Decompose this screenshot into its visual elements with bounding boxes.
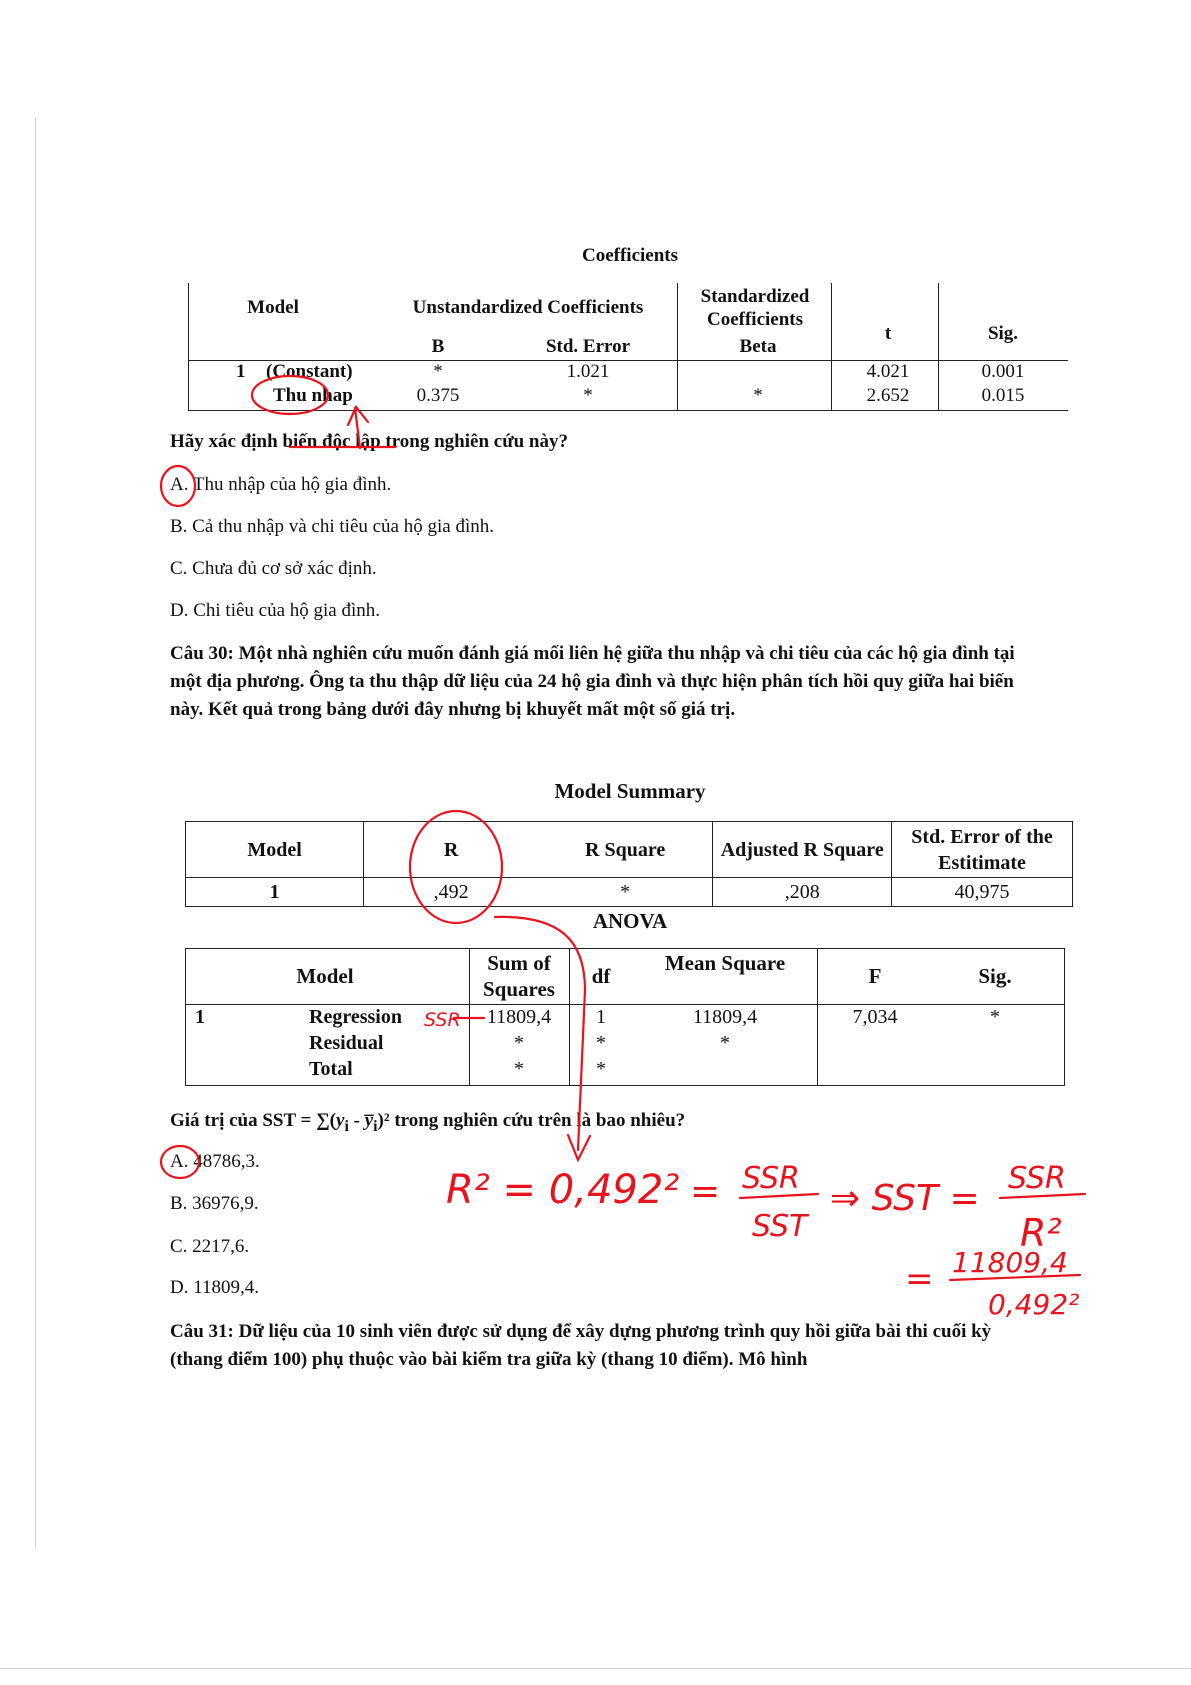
col-sig: Sig. <box>987 323 1019 344</box>
anova-title: ANOVA <box>592 909 668 933</box>
option-d[interactable]: D. Chi tiêu của hộ gia đình. <box>170 600 381 621</box>
option-b[interactable]: B. Cả thu nhập và chi tiêu của hộ gia đình. <box>170 516 494 537</box>
cell-beta: * <box>753 385 763 406</box>
col-sig: Sig. <box>978 964 1012 988</box>
cell-df: * <box>596 1058 606 1080</box>
question-text: Dữ liệu của 10 sinh viên được sử dụng để xây dựng phương trình quy hồi giữa bài thi cuối kỳ (thang điểm 100) phụ thuộc vào bài kiểm tra giữa kỳ (thang 10 điểm). Mô hình <box>170 1321 992 1370</box>
col-model: Model <box>247 297 299 318</box>
option-c[interactable]: C. Chưa đủ cơ sở xác định. <box>170 558 377 579</box>
model-summary-title: Model Summary <box>554 779 706 803</box>
cell-ms: * <box>720 1032 730 1054</box>
question-label: Câu 31: <box>170 1321 234 1342</box>
cell-df: 1 <box>596 1006 606 1028</box>
col-std-error-estimate: Std. Error of the Estitimate <box>892 822 1073 878</box>
cell-b: * <box>433 361 443 382</box>
cell-ss: 11809,4 <box>486 1006 552 1028</box>
row-regression: Regression <box>309 1006 402 1028</box>
fraction-bar <box>740 1194 818 1198</box>
row-name: (Constant) <box>266 361 353 382</box>
row-name: Thu nhap <box>273 385 353 406</box>
option-a[interactable]: A. Thu nhập của hộ gia đình. <box>170 474 392 495</box>
formula-r2: R² = 0,492² <box>446 1167 680 1213</box>
col-model: Model <box>296 964 354 988</box>
cell-f: 7,034 <box>852 1006 898 1028</box>
square: )² <box>377 1110 390 1131</box>
cell-ms: 11809,4 <box>692 1006 758 1028</box>
cell-sig: 0.015 <box>981 385 1025 406</box>
col-unstandardized: Unstandardized Coefficients <box>412 297 644 318</box>
option-c[interactable]: C. 2217,6. <box>170 1236 250 1257</box>
fraction-bar <box>950 1275 1080 1280</box>
formula-eq: = <box>690 1171 721 1212</box>
page-margin-line <box>35 118 36 1548</box>
question-31 <box>170 1318 1040 1374</box>
col-beta: Beta <box>739 336 777 357</box>
prompt-start: Giá trị của SST = ∑( <box>170 1110 337 1131</box>
cell-std-err: 40,975 <box>892 878 1073 907</box>
question-prompt: Hãy xác định biến độc lập trong nghiên cứu này? <box>170 431 568 452</box>
formula-num: 11809,4 <box>952 1246 1068 1279</box>
formula-implies: ⇒ SST = <box>830 1178 980 1219</box>
cell-sig: * <box>990 1006 1000 1028</box>
sub-i: i <box>373 1117 378 1135</box>
var-ybar: y̅ <box>364 1110 374 1131</box>
col-f: F <box>868 964 882 988</box>
coefficients-table <box>188 283 1068 411</box>
question-label: Câu 30: <box>170 643 234 664</box>
col-adjusted-r: Adjusted R Square <box>713 822 892 878</box>
anova-table <box>185 948 1065 1086</box>
formula-r2-den: R² <box>1020 1211 1062 1255</box>
col-std-error: Std. Error <box>545 336 631 357</box>
cell-se: 1.021 <box>566 361 610 382</box>
cell-model: 1 <box>186 878 364 907</box>
col-df: df <box>591 964 611 988</box>
formula-ssr: SSR <box>742 1161 800 1196</box>
cell-sig: 0.001 <box>981 361 1025 382</box>
cell-t: 2.652 <box>866 385 910 406</box>
bottom-divider <box>0 1668 1191 1669</box>
row-residual: Residual <box>309 1032 384 1054</box>
col-r: R <box>364 822 538 878</box>
cell-t: 4.021 <box>866 361 910 382</box>
cell-r-square: * <box>538 878 713 907</box>
cell-adj-r: ,208 <box>713 878 892 907</box>
var-y: y <box>336 1110 345 1131</box>
minus: - <box>348 1110 365 1131</box>
question-30 <box>170 640 1040 724</box>
cell-ss: * <box>514 1058 524 1080</box>
col-mean-square: Mean Square <box>664 951 786 975</box>
question-text: Một nhà nghiên cứu muốn đánh giá mối liên hệ giữa thu nhập và chi tiêu của các hộ gia đình tại một địa phương. Ông ta thu thập dữ liệu của 24 hộ gia đình và thực hiện phân tích hồi quy giữa hai biến này. Kết quả trong bảng dưới đây nhưng bị khuyết mất một số giá trị. <box>170 643 1015 720</box>
cell-se: * <box>583 385 593 406</box>
col-b: B <box>431 336 445 357</box>
col-t: t <box>884 323 892 344</box>
prompt-end: trong nghiên cứu trên là bao nhiêu? <box>389 1110 686 1131</box>
row-total: Total <box>309 1058 353 1080</box>
option-d[interactable]: D. 11809,4. <box>170 1277 260 1298</box>
option-b[interactable]: B. 36976,9. <box>170 1193 259 1214</box>
row-model-no: 1 <box>236 361 246 382</box>
model-summary-table <box>185 821 1073 907</box>
col-sum-of-squares: Sum of Squares <box>483 951 555 1001</box>
sub-i: i <box>344 1117 349 1135</box>
cell-df: * <box>596 1032 606 1054</box>
col-standardized: Standardized Coefficients <box>700 286 810 330</box>
formula-ssr-2: SSR <box>1008 1161 1066 1196</box>
sst-question-prompt <box>170 1108 685 1140</box>
coefficients-title: Coefficients <box>581 245 679 266</box>
row-model-no: 1 <box>195 1006 205 1028</box>
fraction-bar <box>1000 1194 1085 1198</box>
formula-sst: SST <box>752 1209 808 1244</box>
cell-r: ,492 <box>364 878 538 907</box>
col-r-square: R Square <box>538 822 713 878</box>
col-model: Model <box>186 822 364 878</box>
cell-ss: * <box>514 1032 524 1054</box>
formula-eq-2: = <box>905 1259 934 1299</box>
ssr-label: SSR <box>424 1009 461 1031</box>
cell-b: 0.375 <box>416 385 460 406</box>
formula-den: 0,492² <box>988 1288 1080 1321</box>
option-a[interactable]: A. 48786,3. <box>170 1151 260 1172</box>
